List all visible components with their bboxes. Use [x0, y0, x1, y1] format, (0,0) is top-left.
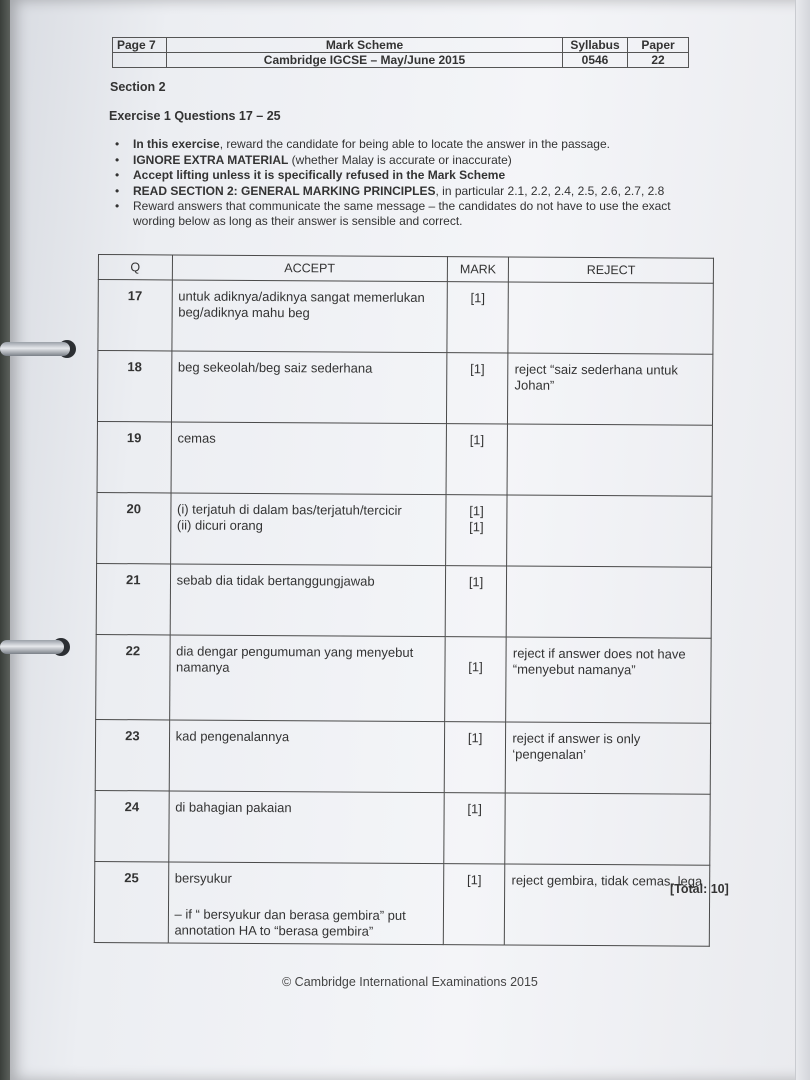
syllabus-value: 0546: [563, 53, 628, 68]
instruction-bold: Accept lifting unless it is specifically refused in the Mark Scheme: [133, 168, 506, 182]
reject-cell: [507, 424, 712, 496]
accept-cell: dia dengar pengumuman yang menyebut namanya: [169, 635, 445, 722]
col-header-mark: MARK: [447, 257, 509, 282]
page-stack-edge: [795, 0, 810, 1080]
question-number: 17: [98, 280, 172, 351]
accept-annotation-note: – if “ bersyukur dan berasa gembira” put annotation HA to “berasa gembira”: [174, 906, 406, 939]
question-number: 21: [96, 563, 170, 634]
list-item: [115, 184, 695, 199]
instruction-text: , in particular 2.1, 2.2, 2.4, 2.5, 2.6, 2.7, 2.8: [435, 183, 665, 198]
mark-cell: [1]: [444, 793, 506, 864]
accept-cell: untuk adiknya/adiknya sangat memerlukan beg/adiknya mahu beg: [172, 280, 448, 353]
binder-ring: [0, 342, 70, 356]
question-number: 20: [97, 492, 171, 563]
table-row: [98, 280, 713, 355]
table-row: [97, 492, 712, 567]
instructions-list: [115, 137, 695, 229]
page-header-table: [112, 37, 689, 68]
table-row: [96, 634, 712, 723]
reject-cell: reject if answer is only ‘pengenalan’: [506, 722, 711, 794]
accept-main: bersyukur: [174, 870, 232, 886]
mark-scheme-table: [94, 254, 714, 947]
instruction-text: , reward the candidate for being able to locate the answer in the passage.: [219, 137, 610, 151]
exercise-title: Exercise 1 Questions 17 – 25: [109, 109, 281, 123]
list-item: [115, 168, 695, 183]
instruction-bold: READ SECTION 2: GENERAL MARKING PRINCIPLES: [133, 183, 436, 198]
col-header-q: Q: [98, 255, 172, 280]
table-header-row: [98, 255, 713, 284]
mark-cell: [1]: [447, 282, 509, 353]
table-row: [94, 861, 709, 946]
accept-cell: di bahagian pakaian: [168, 791, 444, 864]
reject-cell: [506, 566, 711, 638]
accept-cell: beg sekeolah/beg saiz sederhana: [171, 351, 447, 424]
instruction-text: Reward answers that communicate the same message – the candidates do not have to use the exact wording below as long as their answer is sensible and correct.: [133, 199, 671, 228]
reject-cell: reject if answer does not have “menyebut namanya”: [506, 637, 711, 723]
total-marks: [Total: 10]: [670, 882, 729, 896]
accept-cell: [168, 862, 444, 945]
paper-label: Paper: [628, 38, 689, 53]
reject-cell: [507, 495, 712, 567]
instruction-bold: In this exercise: [133, 137, 220, 151]
mark-cell: [1]: [444, 722, 506, 793]
table-row: [95, 719, 710, 794]
instruction-bold: IGNORE EXTRA MATERIAL: [133, 152, 289, 167]
mark-part-i: [1]: [469, 503, 484, 519]
reject-cell: reject gembira, tidak cemas, lega: [505, 864, 710, 946]
copyright-footer: © Cambridge International Examinations 2015: [282, 975, 538, 989]
mark-cell: [1]: [445, 566, 507, 637]
accept-part-ii: (ii) dicuri orang: [176, 517, 263, 534]
reject-cell: [505, 793, 710, 865]
question-number: 24: [95, 790, 169, 861]
mark-cell: [445, 495, 507, 566]
paper-value: 22: [628, 53, 689, 68]
mark-part-ii: [1]: [469, 519, 484, 535]
mark-cell: [1]: [443, 864, 505, 945]
document-title: Mark Scheme: [167, 38, 563, 53]
accept-cell: sebab dia tidak bertanggungjawab: [170, 564, 446, 637]
instruction-text: (whether Malay is accurate or inaccurate): [288, 152, 512, 167]
question-number: 23: [95, 719, 169, 790]
mark-cell: [1]: [446, 353, 508, 424]
accept-cell: kad pengenalannya: [169, 720, 445, 793]
page-number: Page 7: [113, 38, 167, 53]
table-row: [96, 563, 711, 638]
document-subtitle: Cambridge IGCSE – May/June 2015: [167, 53, 563, 68]
list-item: [115, 153, 695, 168]
col-header-accept: ACCEPT: [172, 255, 447, 282]
section-title: Section 2: [110, 80, 166, 94]
question-number: 19: [97, 421, 171, 492]
list-item: [115, 137, 695, 152]
table-row: [97, 351, 712, 426]
syllabus-label: Syllabus: [563, 38, 628, 53]
question-number: 18: [97, 351, 171, 422]
question-number: 25: [94, 861, 168, 942]
table-row: [97, 421, 712, 496]
accept-part-i: (i) terjatuh di dalam bas/terjatuh/tercicir: [176, 501, 402, 518]
list-item: [115, 199, 695, 228]
accept-cell: [170, 493, 446, 566]
accept-cell: cemas: [171, 422, 447, 495]
col-header-reject: REJECT: [509, 257, 714, 283]
binder-ring: [0, 640, 64, 654]
mark-cell: [1]: [446, 424, 508, 495]
mark-cell: [1]: [444, 637, 506, 722]
header-spacer: [113, 53, 167, 68]
reject-cell: reject “saiz sederhana untuk Johan”: [508, 353, 713, 425]
question-number: 22: [96, 634, 170, 719]
reject-cell: [508, 282, 713, 354]
table-row: [95, 790, 710, 865]
